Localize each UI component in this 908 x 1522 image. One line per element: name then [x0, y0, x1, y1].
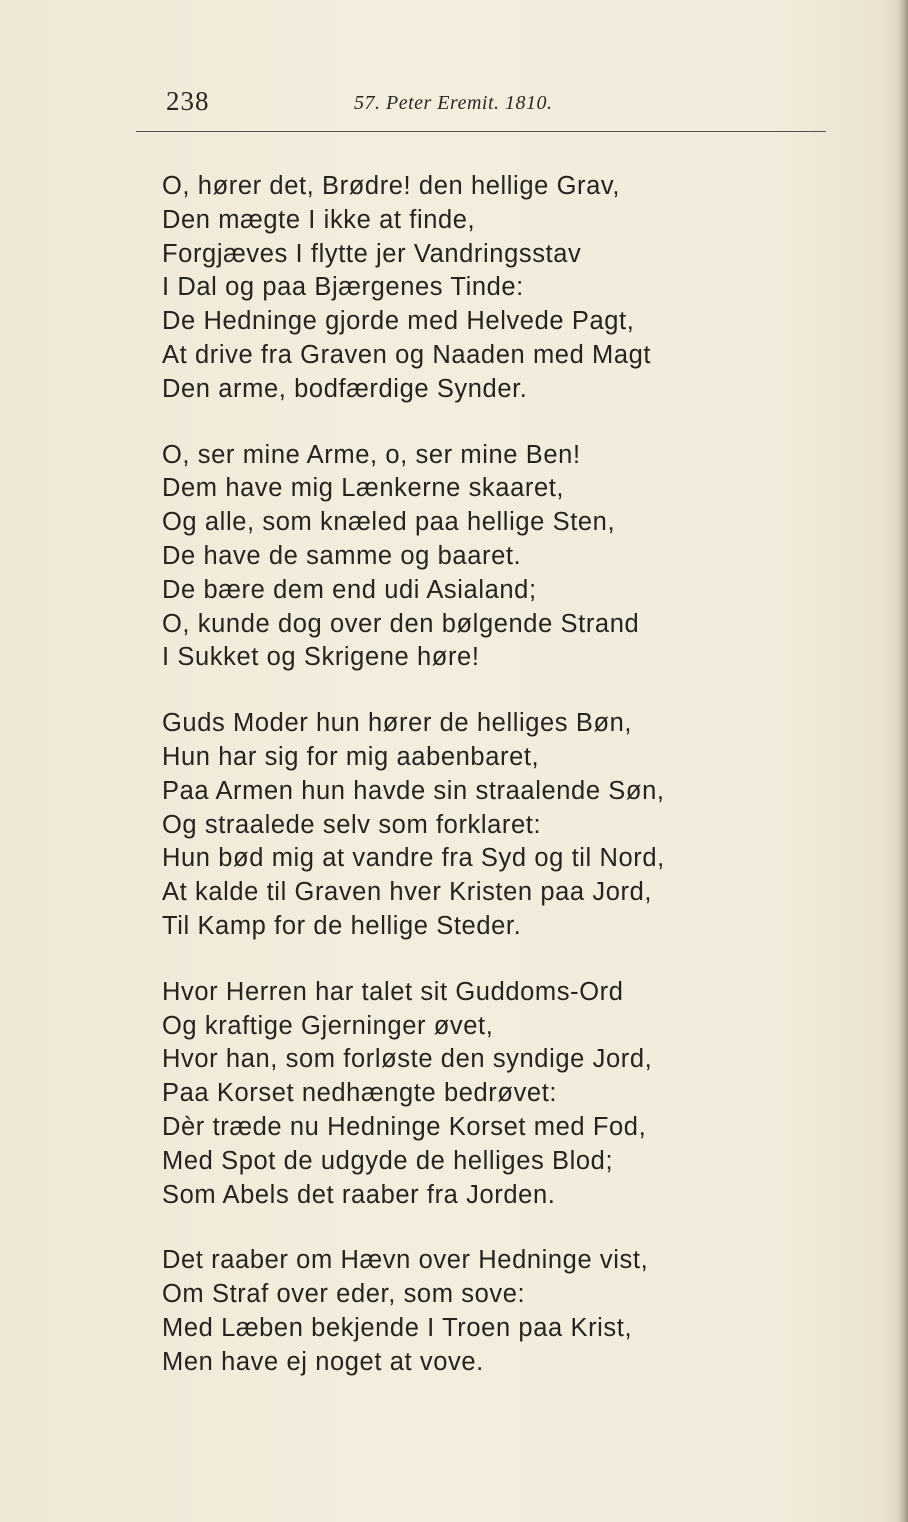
poem-line: Og alle, som knæled paa hellige Sten,: [162, 508, 616, 537]
poem-line: Paa Korset nedhængte bedrøvet:: [162, 1079, 558, 1108]
poem-line: O, kunde dog over den bølgende Strand: [162, 609, 640, 638]
poem-line: I Sukket og Skrigene høre!: [162, 643, 480, 672]
poem-line: Paa Armen hun havde sin straalende Søn,: [162, 776, 665, 805]
poem-line: Og straalede selv som forklaret:: [162, 810, 542, 839]
header-rule: [136, 131, 826, 132]
poem-line: Med Spot de udgyde de helliges Blod;: [162, 1146, 614, 1175]
stanza-5: [162, 1244, 822, 1379]
page-edge-shadow: [898, 0, 908, 1522]
poem-line: Men have ej noget at vove.: [162, 1347, 484, 1376]
poem-line: Hun har sig for mig aabenbaret,: [162, 742, 540, 771]
poem-line: Om Straf over eder, som sove:: [162, 1280, 526, 1309]
poem-line: Den arme, bodfærdige Synder.: [162, 374, 528, 403]
poem-line: Hvor han, som forløste den syndige Jord,: [162, 1045, 653, 1074]
poem-line: I Dal og paa Bjærgenes Tinde:: [162, 273, 524, 302]
poem-line: O, ser mine Arme, o, ser mine Ben!: [162, 440, 581, 469]
poem-line: De Hedninge gjorde med Helvede Pagt,: [162, 307, 635, 336]
poem-line: At kalde til Graven hver Kristen paa Jord,: [162, 878, 653, 907]
poem-line: De bære dem end udi Asialand;: [162, 575, 537, 604]
poem-line: Hvor Herren har talet sit Guddoms-Ord: [162, 977, 624, 1006]
running-head: 57. Peter Eremit. 1810.: [354, 92, 553, 114]
poem-line: De have de samme og baaret.: [162, 541, 522, 570]
stanza-2: [162, 439, 822, 676]
poem-line: Forgjæves I flytte jer Vandringsstav: [162, 239, 582, 268]
poem-line: Dem have mig Lænkerne skaaret,: [162, 474, 565, 503]
stanza-4: [162, 976, 822, 1213]
poem-line: Og kraftige Gjerninger øvet,: [162, 1011, 494, 1040]
poem-line: Hun bød mig at vandre fra Syd og til Nord,: [162, 844, 665, 873]
poem-line: Det raaber om Hævn over Hedninge vist,: [162, 1246, 649, 1275]
stanza-3: [162, 707, 822, 944]
page-number: 238: [166, 86, 210, 116]
poem-line: Dèr træde nu Hedninge Korset med Fod,: [162, 1112, 647, 1141]
poem-line: Med Læben bekjende I Troen paa Krist,: [162, 1313, 633, 1342]
poem: [162, 170, 822, 1412]
poem-line: Som Abels det raaber fra Jorden.: [162, 1180, 556, 1209]
stanza-1: [162, 170, 822, 407]
page-header: [166, 86, 816, 122]
poem-line: Den mægte I ikke at finde,: [162, 205, 476, 234]
poem-line: O, hører det, Brødre! den hellige Grav,: [162, 172, 621, 200]
poem-line: At drive fra Graven og Naaden med Magt: [162, 340, 652, 369]
poem-line: Guds Moder hun hører de helliges Bøn,: [162, 709, 633, 738]
poem-line: Til Kamp for de hellige Steder.: [162, 911, 522, 940]
